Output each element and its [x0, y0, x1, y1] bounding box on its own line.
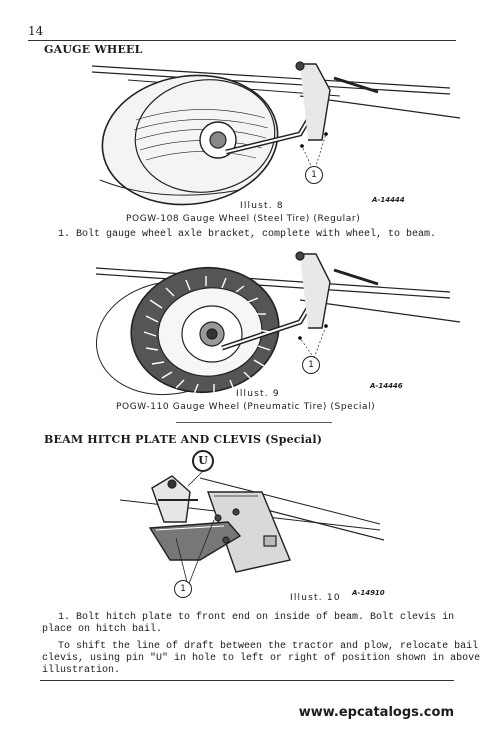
- callout-u-pin: U: [192, 450, 214, 472]
- caption-pogw-110: POGW-110 Gauge Wheel (Pneumatic Tire) (Special): [116, 402, 376, 412]
- caption-pogw-108: POGW-108 Gauge Wheel (Steel Tire) (Regular): [126, 214, 361, 224]
- callout-1-fig8: 1: [305, 166, 323, 184]
- figure-code-a14910: A-14910: [352, 589, 385, 597]
- para-2-line-1: To shift the line of draft between the tractor and plow, relocate bail: [58, 641, 479, 652]
- watermark: www.epcatalogs.com: [298, 705, 454, 720]
- callout-1-fig9: 1: [302, 356, 320, 374]
- para-2-line-2: clevis, using pin "U" in hole to left or right of position shown in above: [42, 653, 481, 664]
- callout-1-fig10: 1: [174, 580, 192, 598]
- para-1-line-1: 1. Bolt hitch plate to front end on inside of beam. Bolt clevis in: [58, 612, 455, 623]
- para-1-line-2: place on hitch bail.: [42, 624, 163, 635]
- illust-9-label: Illust. 9: [236, 389, 280, 399]
- section-title-beam-hitch: BEAM HITCH PLATE AND CLEVIS (Special): [44, 433, 323, 446]
- footer-rule: [40, 680, 454, 681]
- illust-8-label: Illust. 8: [240, 201, 284, 211]
- page-number: 14: [28, 24, 44, 38]
- figure-code-a14444: A-14444: [372, 196, 405, 204]
- para-2-line-3: illustration.: [42, 665, 121, 676]
- figure-code-a14446: A-14446: [370, 382, 403, 390]
- step-1-text: 1. Bolt gauge wheel axle bracket, complete with wheel, to beam.: [58, 229, 437, 240]
- illust-10-label: Illust. 10: [290, 593, 341, 603]
- section-title-gauge-wheel: GAUGE WHEEL: [44, 43, 143, 56]
